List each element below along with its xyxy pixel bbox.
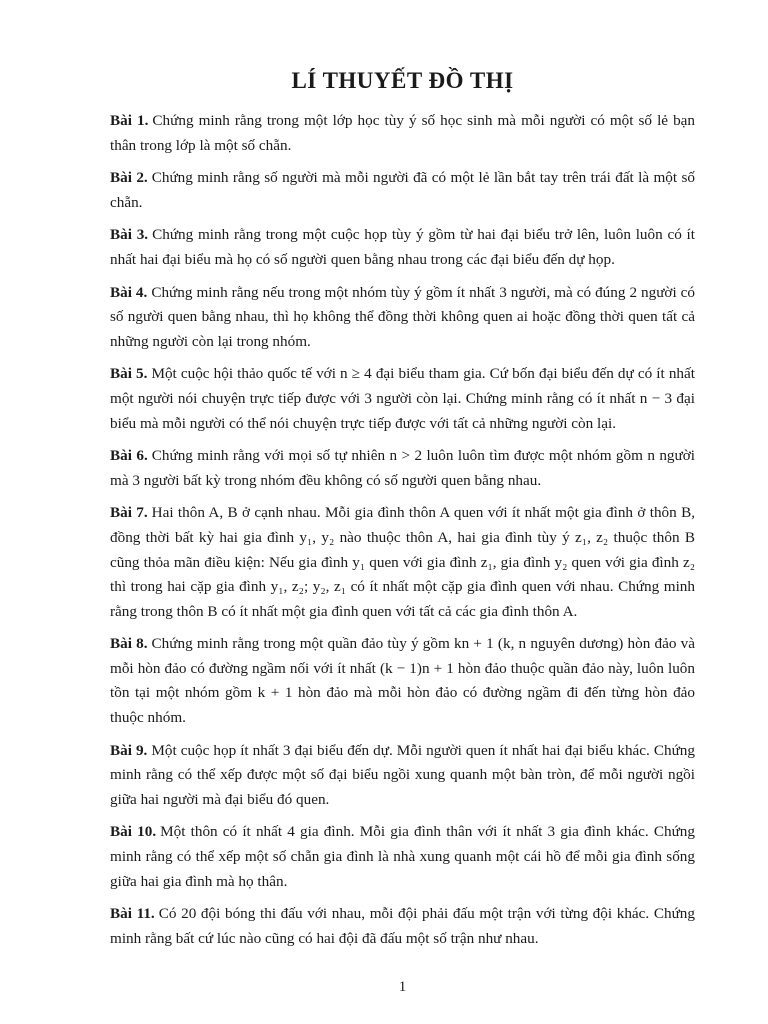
- problem-label: Bài 8.: [110, 635, 148, 653]
- problem-text: Có 20 đội bóng thi đấu với nhau, mỗi đội phải đấu một trận với từng đội khác. Chứng minh rằng bất cứ lúc nào cũng có hai đội đã đấu một số trận như nhau.: [110, 905, 695, 947]
- problem-label: Bài 5.: [110, 365, 148, 383]
- page-title: LÍ THUYẾT ĐỒ THỊ: [291, 68, 514, 93]
- problem-5: [110, 362, 695, 436]
- problem-11: [110, 902, 695, 951]
- document-page: [110, 0, 695, 1024]
- problem-2: [110, 166, 695, 215]
- problem-label: Bài 3.: [110, 226, 149, 244]
- problem-text: Chứng minh rằng nếu trong một nhóm tùy ý gồm ít nhất 3 người, mà có đúng 2 người có số người quen bằng nhau, thì họ không thể đồng thời không quen ai hoặc đồng thời quen tất cả những người còn lại trong nhóm.: [110, 283, 695, 350]
- problem-label: Bài 6.: [110, 447, 148, 465]
- problem-text: Chứng minh rằng trong một cuộc họp tùy ý gồm từ hai đại biểu trở lên, luôn luôn có ít nhất hai đại biểu mà họ có số người quen bằng nhau trong các đại biểu đến dự họp.: [110, 226, 695, 268]
- problem-7: [110, 501, 695, 624]
- problem-text: Một cuộc họp ít nhất 3 đại biểu đến dự. Mỗi người quen ít nhất hai đại biểu khác. Chứng minh rằng có thể xếp được một số đại biểu ngồi xung quanh một bàn tròn, để mỗi người ngồi giữa hai người mà đại biểu đó quen.: [110, 741, 695, 808]
- problem-text: Chứng minh rằng trong một lớp học tùy ý số học sinh mà mỗi người có một số lẻ bạn thân trong lớp là một số chẵn.: [110, 112, 695, 154]
- problem-label: Bài 9.: [110, 741, 148, 759]
- problem-label: Bài 4.: [110, 283, 148, 301]
- problem-text: Chứng minh rằng số người mà mỗi người đã có một lẻ lần bắt tay trên trái đất là một số chẵn.: [110, 169, 695, 211]
- problem-text: Một cuộc hội thảo quốc tế với n ≥ 4 đại biểu tham gia. Cứ bốn đại biểu đến dự có ít nhất một người nói chuyện trực tiếp được với 3 người còn lại. Chứng minh rằng có ít nhất n − 3 đại biểu mà mỗi người có thể nói chuyện trực tiếp được với tất cả những người còn lại.: [110, 365, 695, 432]
- problem-1: [110, 109, 695, 158]
- problem-10: [110, 820, 695, 894]
- problem-6: [110, 444, 695, 493]
- problem-label: Bài 7.: [110, 504, 148, 522]
- problem-label: Bài 11.: [110, 905, 155, 923]
- problem-9: [110, 739, 695, 813]
- problem-label: Bài 1.: [110, 112, 149, 129]
- problem-text: Một thôn có ít nhất 4 gia đình. Mỗi gia đình thân với ít nhất 3 gia đình khác. Chứng minh rằng có thể xếp một số chẵn gia đình là nhà xung quanh một cái hồ để mỗi gia đình sống giữa hai gia đình mà họ thân.: [110, 823, 695, 890]
- problem-label: Bài 10.: [110, 823, 157, 841]
- page-number: 1: [398, 979, 407, 995]
- problem-label: Bài 2.: [110, 169, 148, 187]
- problem-8: [110, 632, 695, 730]
- problem-4: [110, 281, 695, 355]
- problem-list: [110, 109, 695, 959]
- problem-text: Hai thôn A, B ở cạnh nhau. Mỗi gia đình thôn A quen với ít nhất một gia đình ở thôn B, đồng thời bất kỳ hai gia đình y₁, y₂ nào thuộc thôn A, hai gia đình tùy ý z₁, z₂ thuộc thôn B cũng thỏa mãn điều kiện: Nếu gia đình y₁ quen với gia đình z₁, gia đình y₂ quen với gia đình z₂ thì trong hai cặp gia đình y₁, z₂; y₂, z₁ có ít nhất một cặp gia đình quen với nhau. Chứng minh rằng trong thôn B có ít nhất một gia đình quen với tất cả các gia đình thôn A.: [110, 504, 695, 620]
- problem-text: Chứng minh rằng với mọi số tự nhiên n > 2 luôn luôn tìm được một nhóm gồm n người mà 3 người bất kỳ trong nhóm đều không có số người quen bằng nhau.: [110, 447, 696, 489]
- problem-text: Chứng minh rằng trong một quần đảo tùy ý gồm kn + 1 (k, n nguyên dương) hòn đảo và mỗi hòn đảo có đường ngầm nối với ít nhất (k − 1)n + 1 hòn đảo thuộc quần đảo này, luôn luôn tồn tại một nhóm gồm k + 1 hòn đảo mà mỗi hòn đảo có đường ngầm đi đến từng hòn đảo thuộc nhóm.: [110, 635, 695, 727]
- problem-3: [110, 223, 695, 272]
